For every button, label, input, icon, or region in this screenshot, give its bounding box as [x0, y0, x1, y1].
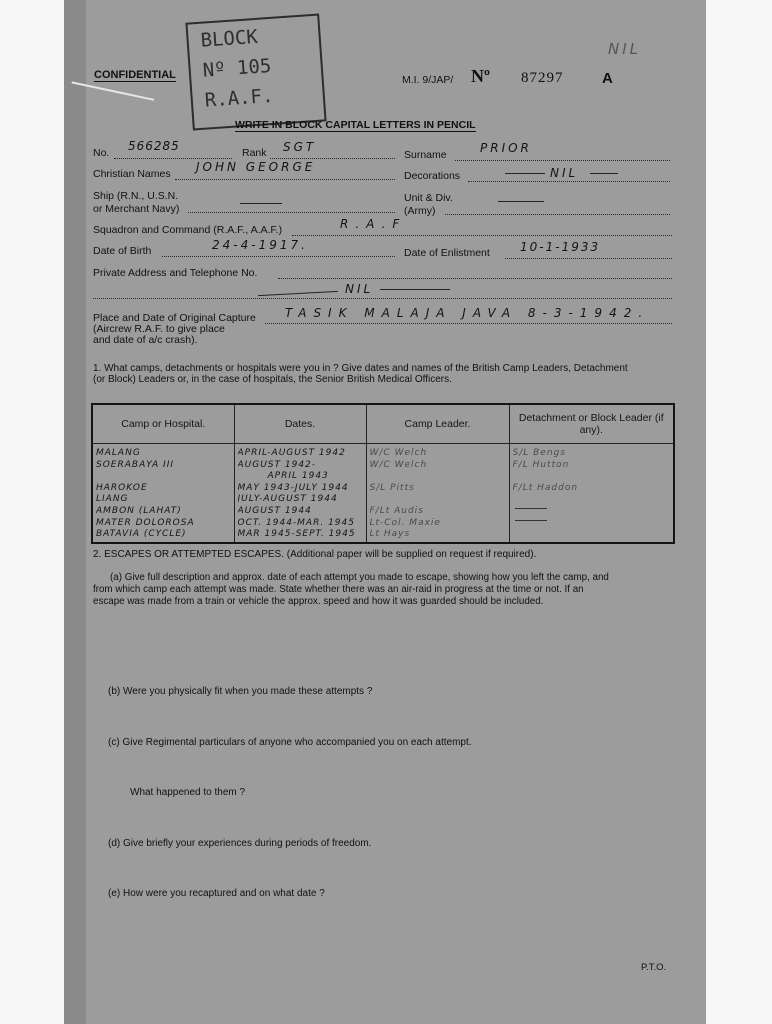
rank-line — [270, 158, 395, 159]
header-dates: Dates. — [234, 404, 366, 444]
decorations-dash — [505, 173, 545, 174]
camp-leader-entry: Lt-Col. Maxie — [369, 517, 441, 528]
surname-label: Surname — [404, 149, 447, 161]
date-entry: MAR 1945-SEPT. 1945 — [237, 529, 356, 540]
corner-note: NIL — [608, 40, 642, 58]
question-2a-line-1: (a) Give full description and approx. date of each attempt you made to escape, showing how you left the camp, and — [110, 572, 609, 583]
paper-fold-shadow — [64, 0, 86, 1024]
decorations-label: Decorations — [404, 170, 461, 182]
date-entry: JULY-AUGUST 1944 — [237, 494, 338, 505]
serial-suffix: A — [602, 70, 613, 87]
rank-label: Rank — [242, 147, 267, 159]
rank-value: SGT — [283, 140, 317, 154]
address-line-1 — [278, 278, 672, 279]
camp-entry — [96, 471, 231, 483]
decorations-line — [468, 181, 670, 182]
serial-number: 87297 — [521, 70, 564, 86]
header-camp-leader: Camp Leader. — [366, 404, 509, 444]
enlistment-label: Date of Enlistment — [404, 247, 490, 259]
camps-table-header — [92, 404, 674, 444]
camp-leader-entry: S/L Pitts — [369, 482, 415, 493]
question-2-heading: 2. ESCAPES OR ATTEMPTED ESCAPES. (Additional paper will be supplied on request if required). — [93, 549, 537, 560]
table-dash-1 — [515, 508, 547, 509]
unit-dash — [498, 201, 544, 202]
capture-line — [265, 323, 672, 324]
squadron-value: R.A.F — [340, 217, 407, 231]
camp-column — [92, 444, 234, 544]
camp-entry: AMBON (LAHAT) — [96, 505, 182, 516]
service-no-label: No. — [93, 147, 110, 159]
dob-value: 24-4-1917. — [212, 238, 308, 252]
table-dash-2 — [515, 520, 547, 521]
camp-entry: SOERABAYA III — [96, 459, 175, 470]
christian-names-line — [175, 179, 395, 180]
camp-entry: HAROKOE — [96, 482, 148, 493]
detachment-leader-entry — [513, 471, 671, 483]
unit-line — [445, 214, 670, 215]
service-no-value: 566285 — [128, 139, 180, 153]
capture-label-2: (Aircrew R.A.F. to give place — [93, 323, 225, 335]
detachment-leader-entry: F/Lt Haddon — [512, 482, 579, 493]
stamp-line-2: Nº 105 — [202, 54, 273, 82]
question-2b: (b) Were you physically fit when you made these attempts ? — [108, 686, 373, 697]
camp-leader-column — [366, 444, 509, 544]
camps-table-body — [92, 444, 674, 544]
camp-entry: LIANG — [96, 494, 129, 505]
ship-label-2: or Merchant Navy) — [93, 203, 180, 215]
header-camp-or-hospital: Camp or Hospital. — [92, 404, 234, 444]
date-entry: APRIL-AUGUST 1942 — [237, 448, 346, 458]
unit-label-2: (Army) — [404, 205, 436, 217]
date-entry: MAY 1943-JULY 1944 — [237, 482, 349, 493]
camps-table — [91, 403, 675, 544]
date-entry: OCT. 1944-MAR. 1945 — [237, 517, 355, 528]
camp-leader-entry — [370, 471, 506, 483]
detachment-leader-entry — [513, 494, 671, 506]
detachment-leader-entry — [513, 529, 671, 541]
block-stamp — [185, 13, 326, 130]
address-label: Private Address and Telephone No. — [93, 267, 258, 279]
dob-line — [162, 256, 395, 257]
capture-label-1: Place and Date of Original Capture — [93, 312, 256, 324]
camp-entry: MATER DOLOROSA — [96, 517, 195, 528]
ship-line — [188, 212, 395, 213]
camp-leader-entry: Lt Hays — [369, 529, 411, 540]
address-value: NIL — [345, 282, 374, 296]
decorations-value: NIL — [550, 166, 579, 180]
pto-label: P.T.O. — [641, 962, 667, 973]
detachment-leader-column — [509, 444, 674, 544]
detachment-leader-entry: S/L Bengs — [512, 448, 566, 458]
header-detachment-leader: Detachment or Block Leader (if any). — [509, 404, 674, 444]
confidential-label: CONFIDENTIAL — [94, 69, 176, 81]
decorations-dash-2 — [590, 173, 618, 174]
date-entry: AUGUST 1944 — [237, 505, 312, 516]
dob-label: Date of Birth — [93, 245, 152, 257]
question-1-line-2: (or Block) Leaders or, in the case of hospitals, the Senior British Medical Officers. — [93, 374, 452, 385]
christian-names-value: JOHN GEORGE — [196, 160, 316, 174]
enlistment-line — [505, 258, 672, 259]
service-no-line — [114, 158, 232, 159]
form-reference: M.I. 9/JAP/ — [402, 74, 454, 86]
camp-entry: MALANG — [96, 448, 141, 458]
question-1-line-1: 1. What camps, detachments or hospitals were you in ? Give dates and names of the British Camp Leaders, Detachment — [93, 363, 628, 374]
squadron-label: Squadron and Command (R.A.F., A.A.F.) — [93, 224, 283, 236]
unit-label-1: Unit & Div. — [404, 192, 453, 204]
date-entry: AUGUST 1942- — [237, 459, 317, 470]
detachment-leader-entry: F/L Hutton — [512, 459, 570, 470]
camp-leader-entry: W/C Welch — [369, 459, 428, 470]
dates-column — [234, 444, 366, 544]
date-entry: APRIL 1943 — [267, 471, 329, 482]
question-2c: (c) Give Regimental particulars of anyone who accompanied you on each attempt. — [108, 737, 472, 748]
surname-value: PRIOR — [480, 141, 532, 155]
capture-label-3: and date of a/c crash). — [93, 334, 198, 346]
question-2c-follow-up: What happened to them ? — [130, 787, 246, 798]
ship-label-1: Ship (R.N., U.S.N. — [93, 190, 179, 202]
camp-leader-entry: W/C Welch — [369, 448, 428, 458]
ship-dash — [240, 203, 282, 204]
address-dash-2 — [380, 289, 450, 290]
instruction-heading: WRITE IN BLOCK CAPITAL LETTERS IN PENCIL — [235, 119, 476, 131]
capture-value: TASIK MALAJA JAVA 8-3-1942. — [285, 306, 650, 320]
stamp-line-1: BLOCK — [199, 25, 259, 52]
question-2a-line-2: from which camp each attempt was made. State whether there was an air-raid in progress at the time or not. If an — [93, 584, 584, 595]
question-2a-line-3: escape was made from a train or vehicle the approx. speed and how it was guarded should be included. — [93, 596, 544, 607]
christian-names-label: Christian Names — [93, 168, 171, 180]
stamp-line-3: R.A.F. — [204, 84, 275, 112]
address-line-2 — [93, 298, 672, 299]
squadron-line — [292, 235, 672, 236]
camp-leader-entry: F/Lt Audis — [369, 505, 424, 516]
question-2e: (e) How were you recaptured and on what date ? — [108, 888, 325, 899]
surname-line — [455, 160, 670, 161]
camp-leader-entry — [370, 494, 506, 506]
enlistment-value: 10-1-1933 — [520, 240, 601, 254]
number-symbol: Nº — [471, 66, 490, 86]
question-2d: (d) Give briefly your experiences during periods of freedom. — [108, 838, 372, 849]
camp-entry: BATAVIA (CYCLE) — [96, 529, 187, 540]
